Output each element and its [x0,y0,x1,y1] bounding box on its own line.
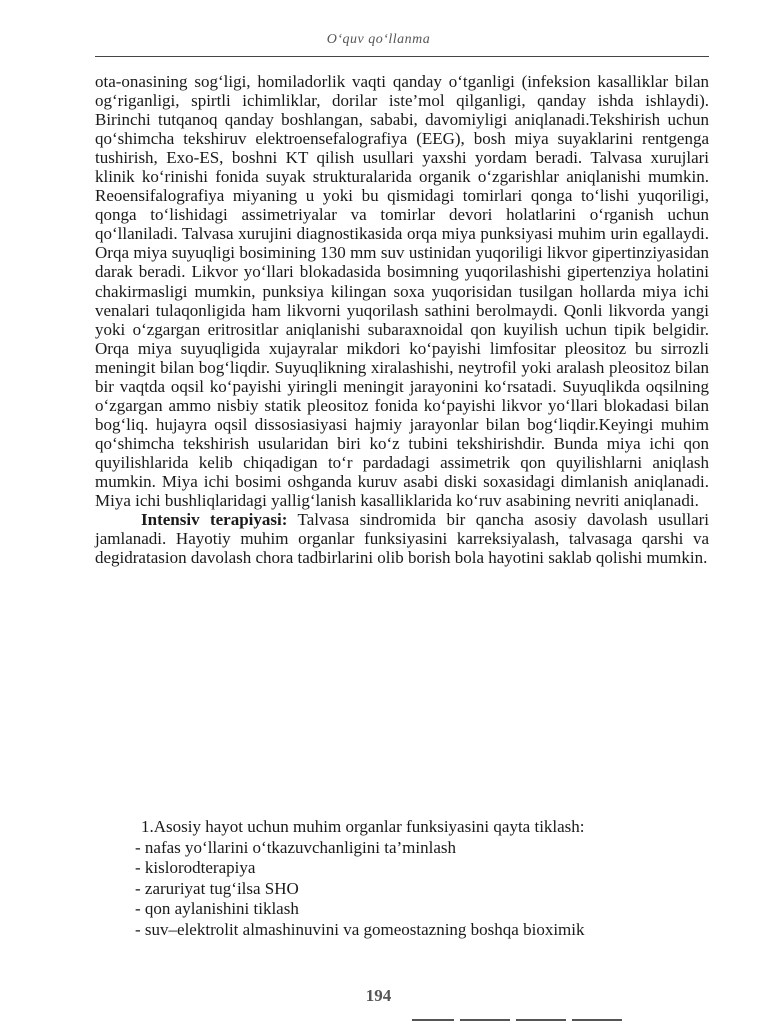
footer-rule [572,1019,622,1021]
paragraph-intensive-therapy [95,510,709,567]
page-number: 194 [365,986,392,1005]
treatment-list [95,817,709,941]
list-item: - suv–elektrolit almashinuvini va gomeostazning boshqa bioximik [135,919,585,939]
intensive-therapy-text: Talvasa sindromida bir qancha asosiy davolash usullari jamlanadi. Hayotiy muhim organlar funksiyasini karreksiyalash, talvasaga qarshi va degidratasion davolash chora tadbirlarini olib borish bola hayotini saklab qolishi mumkin. [95,510,709,568]
list-item: - qon aylanishini tiklash [135,899,299,919]
main-text [95,72,709,567]
paragraph-diagnostics: ota-onasining sog‘ligi, homiladorlik vaqti qanday o‘tganligi (infeksion kasalliklar bilan og‘riganligi, spirtli ichimliklar, dorilar iste’mol qilganligi, qanday ishda ishlaydi). Birinchi tutqanoq qanday boshlangan, sababi, davomiyligi aniqlanadi.Tekshirish uchun qo‘shimcha tekshiruv elektroensefalografiya (EEG), bosh miya suyaklarini rentgenga tushirish, Exo-ES, boshni KT qilish usullari yaxshi yordam beradi. Talvasa xurujlari klinik ko‘rinishi fonida suyak strukturalarida organik o‘zgarishlar aniqlanishi mumkin. Reoensifalografiya miyaning u yoki bu qismidagi tomirlari qonga to‘lishi yuqoriligi, qonga to‘lishidagi assimetriyalar va tomirlar devori holatlarini o‘rganish uchun qo‘llaniladi. Talvasa xurujini diagnostikasida orqa miya punksiyasi muhim urin egallaydi. Orqa miya suyuqligi bosimining 130 mm suv ustinidan yuqoriligi likvor gipertinziyasidan darak beradi. Likvor yo‘llari blokadasida bosimning yuqorilashishi gipertenziya holatini chakirmasligi mumkin, punksiya kilingan soxa yuqorisidan tusilgan hollarda miya ichi venalari tulaqonligida ham likvorni yuqorilash sathini berolmaydi. Qonli likvorda yangi yoki o‘zgargan eritrositlar aniqlanishi subaraxnoidal qon kuyilish uchun tipik belgidir. Orqa miya suyuqligida xujayralar mikdori ko‘payishi limfositar pleositoz bu sirrozli meningit bilan bog‘liqdir. Suyuqlikning xiralashishi, neytrofil yoki aralash pleositoz bilan bir vaqtda oqsil ko‘payishi yiringli meningit jarayonini ko‘rsatadi. Suyuqlikda oqsilning o‘zgargan ammo nisbiy statik pleositoz fonida ko‘payishi likvor yo‘llari blokadasi bilan bog‘liq. hujayra oqsil dissosiasiyasi hajmiy jarayonlar bilan bog‘liqdir.Keyingi muhim qo‘shimcha tekshirish usularidan biri ko‘z tubini tekshirishdir. Bunda miya ichi qon quyilishlarida kelib chiqadigan to‘r pardadagi assimetrik qon quyilishlarni aniqlash mumkin. Miya ichi bosimi oshganda kuruv asabi diski soxasidagi dimlanish aniqlanadi. Miya ichi bushliqlaridagi yallig‘lanish kasalliklarida ko‘ruv asabining nevriti aniqlanadi. [95,72,709,511]
running-header: O‘quv qo‘llanma [326,32,431,47]
list-item: - nafas yo‘llarini o‘tkazuvchanligini ta’minlash [135,837,457,857]
list-heading: 1.Asosiy hayot uchun muhim organlar funksiyasini qayta tiklash: [141,817,585,836]
footer-rule [412,1019,454,1021]
footer-rule [516,1019,566,1021]
section-title-intensive-therapy: Intensiv terapiyasi: [141,510,288,530]
footer-rule [460,1019,510,1021]
list-item: - kislorodterapiya [135,858,256,878]
header-divider [95,56,709,57]
list-item: - zaruriyat tug‘ilsa SHO [135,878,299,898]
